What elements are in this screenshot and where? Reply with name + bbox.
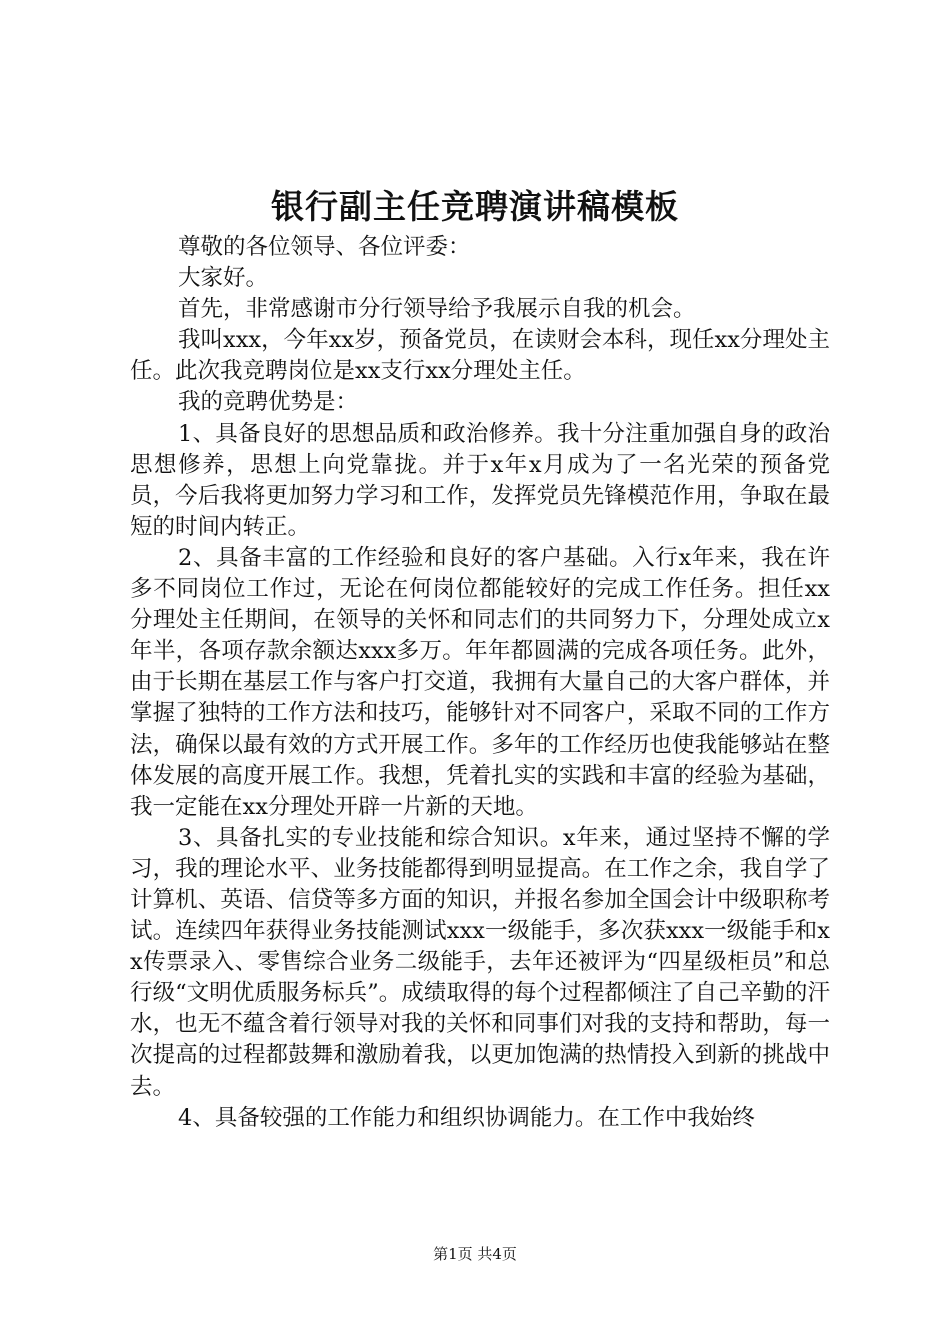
document-body <box>130 232 830 1134</box>
paragraph-advantages-heading: 我的竞聘优势是： <box>178 389 359 416</box>
paragraph-advantage-2: 2、具备丰富的工作经验和良好的客户基础。入行x年来，我在许多不同岗位工作过，无论在何岗位都能较好的完成工作任务。担任xx分理处主任期间，在领导的关怀和同志们的共同努力下，分理处成立x年半，各项存款余额达xxx多万。年年都圆满的完成各项任务。此外，由于长期在基层工作与客户打交道，我拥有大量自己的大客户群体，并掌握了独特的工作方法和技巧，能够针对不同客户，采取不同的工作方法，确保以最有效的方式开展工作。多年的工作经历也使我能够站在整体发展的高度开展工作。我想，凭着扎实的实践和丰富的经验为基础，我一定能在xx分理处开辟一片新的天地。 <box>130 544 830 820</box>
paragraph-advantage-3: 3、具备扎实的专业技能和综合知识。x年来，通过坚持不懈的学习，我的理论水平、业务技能都得到明显提高。在工作之余，我自学了计算机、英语、信贷等多方面的知识，并报名参加全国会计中级职称考试。连续四年获得业务技能测试xxx一级能手，多次获xxx一级能手和xx传票录入、零售综合业务二级能手，去年还被评为“四星级柜员”和总行级“文明优质服务标兵”。成绩取得的每个过程都倾注了自己辛勤的汗水，也无不蕴含着行领导对我的关怀和同事们对我的支持和帮助，每一次提高的过程都鼓舞和激励着我，以更加饱满的热情投入到新的挑战中去。 <box>130 824 830 1100</box>
paragraph-greeting: 尊敬的各位领导、各位评委： <box>178 234 471 260</box>
page-number: 第1页 共4页 <box>433 1245 517 1263</box>
paragraph-introduction: 我叫xxx，今年xx岁，预备党员，在读财会本科，现任xx分理处主任。此次我竞聘岗位是xx支行xx分理处主任。 <box>130 327 830 385</box>
paragraph-advantage-1: 1、具备良好的思想品质和政治修养。我十分注重加强自身的政治思想修养，思想上向党靠拢。并于x年x月成为了一名光荣的预备党员，今后我将更加努力学习和工作，发挥党员先锋模范作用，争取在最短的时间内转正。 <box>130 420 830 540</box>
paragraph-advantage-4: 4、具备较强的工作能力和组织协调能力。在工作中我始终 <box>178 1104 755 1131</box>
paragraph-hello: 大家好。 <box>178 265 269 292</box>
paragraph-thanks: 首先，非常感谢市分行领导给予我展示自我的机会。 <box>178 296 696 323</box>
document-title: 银行副主任竞聘演讲稿模板 <box>271 187 679 226</box>
